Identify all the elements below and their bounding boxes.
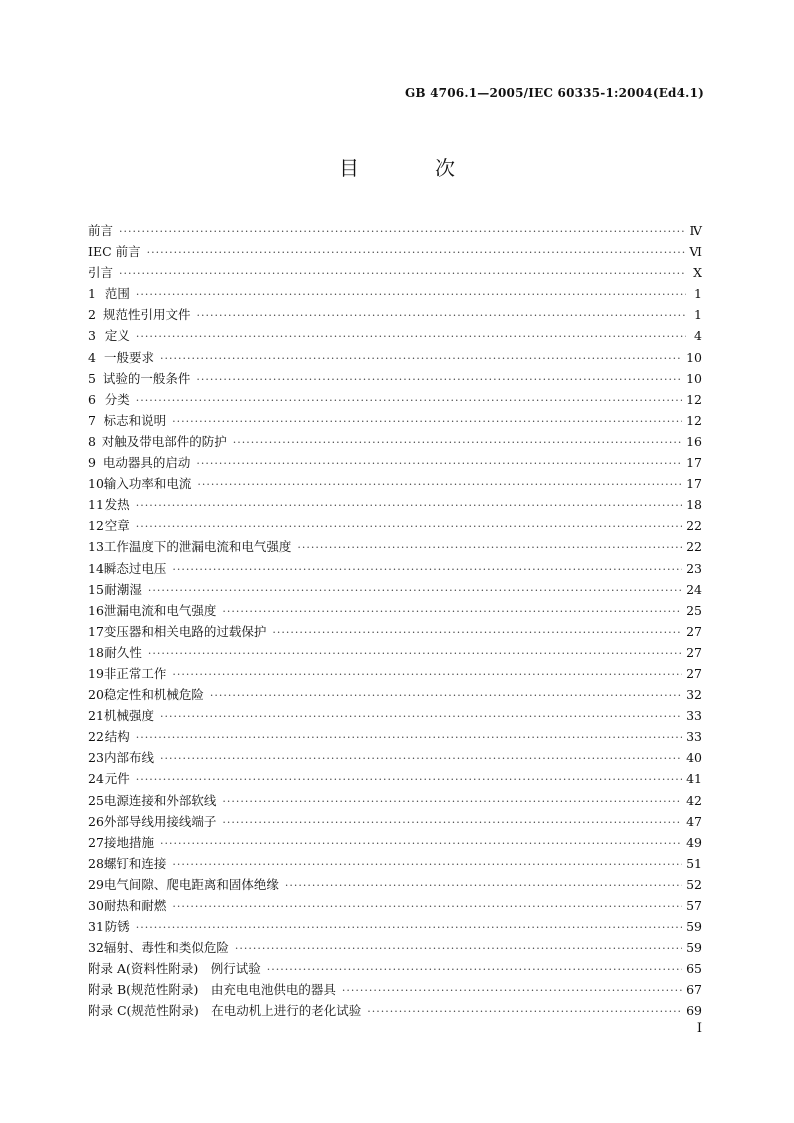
toc-entry-number: 24: [88, 771, 104, 787]
page-number: I: [696, 1021, 702, 1036]
toc-entry-page: 33: [686, 729, 702, 745]
toc-entry-page: 67: [686, 982, 702, 998]
toc-entry[interactable]: [88, 621, 702, 642]
toc-entry[interactable]: [88, 536, 702, 557]
toc-entry-label: 引言: [88, 265, 114, 281]
dot-leader: [160, 706, 682, 727]
toc-entry[interactable]: [88, 705, 702, 726]
toc-entry-number: 5: [88, 370, 96, 386]
toc-entry[interactable]: [88, 283, 702, 304]
dot-leader: [235, 938, 682, 959]
dot-leader: [160, 348, 682, 369]
toc-entry[interactable]: [88, 220, 702, 241]
toc-entry-number: 6: [88, 391, 96, 407]
toc-entry[interactable]: [88, 958, 702, 979]
dot-leader: [172, 896, 682, 917]
toc-entry-label: 内部布线: [103, 750, 154, 766]
toc-entry[interactable]: [88, 473, 702, 494]
toc-entry-label: 定义: [104, 328, 130, 344]
dot-leader: [342, 980, 682, 1001]
dot-leader: [172, 854, 682, 875]
toc-entry-page: 22: [686, 539, 702, 555]
toc-entry-label: 范围: [104, 286, 130, 302]
toc-entry[interactable]: [88, 747, 702, 768]
dot-leader: [197, 474, 682, 495]
page-title: 目 次: [339, 156, 483, 180]
dot-leader: [367, 1001, 682, 1022]
dot-leader: [196, 453, 682, 474]
dot-leader: [210, 685, 682, 706]
toc-entry[interactable]: [88, 389, 702, 410]
toc-entry-number: 22: [88, 729, 104, 745]
toc-entry-number: 32: [88, 940, 104, 956]
toc-entry-page: 1: [694, 286, 702, 302]
dot-leader: [136, 326, 686, 347]
toc-entry[interactable]: [88, 684, 702, 705]
toc-entry-number: 11: [88, 497, 104, 513]
toc-entry-label: 外部导线用接线端子: [103, 813, 217, 829]
toc-entry[interactable]: [88, 895, 702, 916]
dot-leader: [222, 791, 682, 812]
toc-entry-number: 1: [88, 286, 96, 302]
toc-entry-label: 结构: [104, 729, 130, 745]
toc-entry-page: 17: [686, 455, 702, 471]
toc-entry-number: 8: [88, 433, 96, 449]
toc-entry-label: 辐射、毒性和类似危险: [103, 940, 229, 956]
toc-entry[interactable]: [88, 874, 702, 895]
toc-entry-label: 空章: [104, 518, 130, 534]
toc-entry[interactable]: [88, 241, 702, 262]
toc-entry[interactable]: [88, 726, 702, 747]
toc-entry[interactable]: [88, 832, 702, 853]
dot-leader: [119, 263, 686, 284]
toc-entry-label: 电动器具的启动: [102, 455, 191, 471]
toc-entry-label: 标志和说明: [103, 412, 167, 428]
toc-entry-page: Ⅹ: [693, 265, 702, 281]
toc-entry-page: 41: [686, 771, 702, 787]
toc-entry-page: 12: [686, 412, 702, 428]
toc-entry-label: 瞬态过电压: [103, 560, 167, 576]
toc-entry[interactable]: [88, 304, 702, 325]
toc-entry-number: 10: [88, 476, 104, 492]
toc-entry-number: 25: [88, 792, 104, 808]
toc-entry[interactable]: [88, 325, 702, 346]
dot-leader: [136, 284, 686, 305]
toc-entry-number: 23: [88, 750, 104, 766]
toc-entry-label: 电气间隙、爬电距离和固体绝缘: [103, 876, 279, 892]
toc-entry[interactable]: [88, 916, 702, 937]
toc-entry-page: 51: [686, 855, 702, 871]
dot-leader: [297, 537, 682, 558]
toc-entry-label: 对触及带电部件的防护: [101, 433, 227, 449]
toc-entry-page: 59: [686, 919, 702, 935]
table-of-contents: [88, 220, 702, 1022]
toc-entry-number: 7: [88, 412, 96, 428]
toc-entry-number: 15: [88, 581, 104, 597]
toc-entry-label: 电源连接和外部软线: [103, 792, 217, 808]
toc-entry-page: 10: [686, 370, 702, 386]
toc-entry-page: 27: [686, 623, 702, 639]
toc-entry-label: IEC 前言: [88, 244, 141, 260]
toc-entry[interactable]: [88, 979, 702, 1000]
toc-entry-number: 13: [88, 539, 104, 555]
document-header: GB 4706.1—2005/IEC 60335-1:2004(Ed4.1): [404, 86, 704, 100]
dot-leader: [136, 516, 682, 537]
toc-entry-label: 非正常工作: [103, 665, 167, 681]
dot-leader: [147, 242, 686, 263]
toc-entry-page: 1: [694, 307, 702, 323]
toc-entry-label: 泄漏电流和电气强度: [103, 602, 217, 618]
toc-entry[interactable]: [88, 1000, 702, 1021]
toc-entry-page: 25: [686, 602, 702, 618]
dot-leader: [136, 727, 682, 748]
toc-entry[interactable]: [88, 262, 702, 283]
toc-entry-page: 69: [686, 1003, 702, 1019]
dot-leader: [172, 664, 682, 685]
toc-entry-label: 规范性引用文件: [102, 307, 191, 323]
toc-entry[interactable]: [88, 494, 702, 515]
toc-entry-number: 31: [88, 919, 104, 935]
toc-entry-label: 耐久性: [104, 644, 142, 660]
toc-entry-page: 40: [686, 750, 702, 766]
toc-entry-page: Ⅵ: [689, 244, 702, 260]
toc-entry-label: 耐潮湿: [104, 581, 142, 597]
toc-entry[interactable]: [88, 368, 702, 389]
toc-entry[interactable]: [88, 347, 702, 368]
toc-entry-number: 20: [88, 687, 104, 703]
dot-leader: [136, 769, 682, 790]
toc-entry-page: 24: [686, 581, 702, 597]
toc-entry-label: 耐热和耐燃: [103, 898, 167, 913]
toc-entry-page: 32: [686, 687, 702, 703]
toc-entry-page: 27: [686, 665, 702, 681]
dot-leader: [160, 748, 682, 769]
toc-entry-number: 2: [88, 307, 96, 323]
dot-leader: [196, 305, 686, 326]
toc-entry-label: 变压器和相关电路的过载保护: [103, 623, 267, 639]
dot-leader: [285, 875, 682, 896]
toc-entry-number: 29: [88, 876, 104, 892]
toc-entry-number: 18: [88, 644, 104, 660]
toc-entry-number: 27: [88, 834, 104, 850]
toc-entry-label: 分类: [104, 391, 130, 407]
toc-entry-label: 机械强度: [103, 708, 154, 724]
dot-leader: [267, 959, 682, 980]
toc-entry-label: 前言: [88, 223, 114, 238]
toc-entry-label: 附录 C(规范性附录) 在电动机上进行的老化试验: [88, 1003, 362, 1019]
toc-entry-number: 3: [88, 328, 96, 344]
toc-entry[interactable]: [88, 642, 702, 663]
toc-entry-number: 30: [88, 898, 104, 913]
toc-entry-page: 47: [686, 813, 702, 829]
toc-entry-page: 59: [686, 940, 702, 956]
dot-leader: [160, 833, 682, 854]
toc-entry[interactable]: [88, 811, 702, 832]
dot-leader: [148, 580, 682, 601]
toc-entry-number: 12: [88, 518, 104, 534]
toc-entry-page: Ⅳ: [689, 223, 702, 238]
dot-leader: [172, 411, 682, 432]
toc-entry-number: 14: [88, 560, 104, 576]
toc-entry-page: 52: [686, 876, 702, 892]
toc-entry-number: 9: [88, 455, 96, 471]
toc-entry[interactable]: [88, 558, 702, 579]
dot-leader: [233, 432, 682, 453]
toc-entry-label: 输入功率和电流: [103, 476, 192, 492]
toc-entry-page: 33: [686, 708, 702, 724]
toc-entry-page: 49: [686, 834, 702, 850]
toc-entry-label: 接地措施: [103, 834, 154, 850]
toc-entry-label: 一般要求: [103, 349, 154, 365]
dot-leader: [222, 601, 682, 622]
dot-leader: [136, 495, 682, 516]
toc-entry[interactable]: [88, 600, 702, 621]
toc-entry[interactable]: [88, 410, 702, 431]
toc-entry-page: 22: [686, 518, 702, 534]
toc-entry-label: 防锈: [104, 919, 130, 935]
dot-leader: [148, 643, 682, 664]
toc-entry-number: 16: [88, 602, 104, 618]
toc-entry-label: 稳定性和机械危险: [103, 687, 204, 703]
dot-leader: [272, 622, 682, 643]
toc-entry-page: 27: [686, 644, 702, 660]
toc-entry-number: 19: [88, 665, 104, 681]
dot-leader: [119, 221, 685, 242]
toc-entry[interactable]: [88, 790, 702, 811]
toc-entry[interactable]: [88, 937, 702, 958]
dot-leader: [222, 812, 682, 833]
toc-entry-label: 附录 B(规范性附录) 由充电电池供电的器具: [88, 982, 336, 998]
toc-entry[interactable]: [88, 452, 702, 473]
toc-entry[interactable]: [88, 768, 702, 789]
toc-entry-label: 试验的一般条件: [102, 370, 191, 386]
toc-entry-label: 元件: [104, 771, 130, 787]
toc-entry-label: 螺钉和连接: [103, 855, 167, 871]
toc-entry-number: 28: [88, 855, 104, 871]
dot-leader: [196, 369, 682, 390]
toc-entry-label: 附录 A(资料性附录) 例行试验: [88, 961, 261, 977]
toc-entry[interactable]: [88, 431, 702, 452]
toc-entry-page: 16: [686, 433, 702, 449]
toc-entry[interactable]: [88, 579, 702, 600]
dot-leader: [172, 559, 682, 580]
toc-entry-number: 17: [88, 623, 104, 639]
toc-entry-page: 17: [686, 476, 702, 492]
toc-entry-label: 工作温度下的泄漏电流和电气强度: [103, 539, 292, 555]
toc-entry[interactable]: [88, 515, 702, 536]
toc-entry-number: 26: [88, 813, 104, 829]
dot-leader: [136, 917, 682, 938]
toc-entry-page: 10: [686, 349, 702, 365]
toc-entry-number: 21: [88, 708, 104, 724]
toc-entry[interactable]: [88, 663, 702, 684]
toc-entry-page: 4: [694, 328, 702, 344]
toc-entry-page: 57: [686, 898, 702, 913]
toc-entry-page: 42: [686, 792, 702, 808]
toc-entry-number: 4: [88, 349, 96, 365]
toc-entry-label: 发热: [104, 497, 130, 513]
toc-entry-page: 18: [686, 497, 702, 513]
toc-entry-page: 12: [686, 391, 702, 407]
toc-entry-page: 65: [686, 961, 702, 977]
toc-entry-page: 23: [686, 560, 702, 576]
toc-entry[interactable]: [88, 853, 702, 874]
dot-leader: [136, 390, 682, 411]
